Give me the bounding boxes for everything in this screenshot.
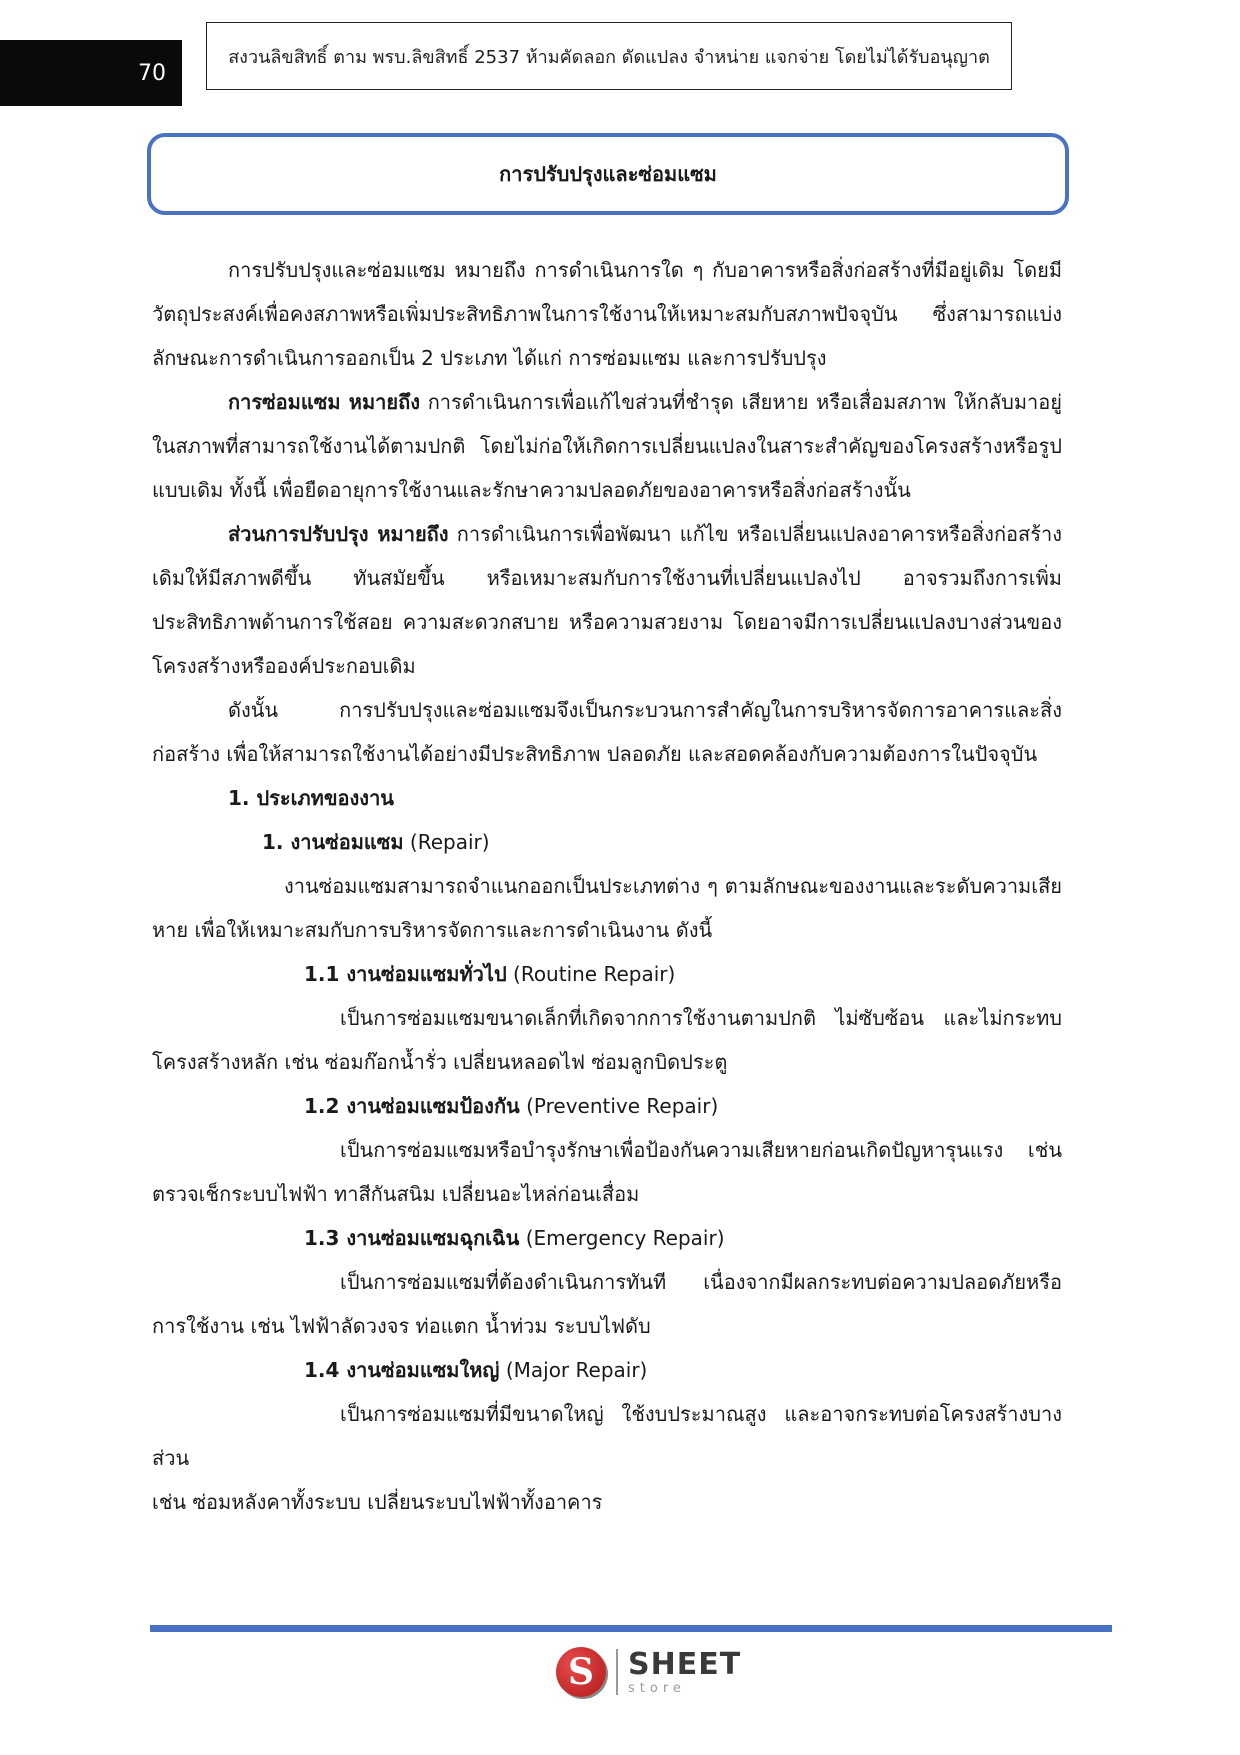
conclusion-paragraph: ดังนั้น การปรับปรุงและซ่อมแซมจึงเป็นกระบวนการสำคัญในการบริหารจัดการอาคารและสิ่งก่อสร้าง เพื่อให้สามารถใช้งานได้อย่างมีประสิทธิภาพ ปลอดภัย และสอดคล้องกับความต้องการในปัจจุบัน	[152, 698, 1062, 766]
item-heading-thai: 1.4 งานซ่อมแซมใหญ่	[304, 1358, 500, 1382]
item-heading	[152, 1084, 1062, 1128]
subsection-heading-english: (Repair)	[403, 830, 490, 854]
improvement-definition	[152, 512, 1062, 688]
intro-paragraph: การปรับปรุงและซ่อมแซม หมายถึง การดำเนินการใด ๆ กับอาคารหรือสิ่งก่อสร้างที่มีอยู่เดิม โดยมีวัตถุประสงค์เพื่อคงสภาพหรือเพิ่มประสิทธิภาพในการใช้งานให้เหมาะสมกับสภาพปัจจุบัน ซึ่งสามารถแบ่งลักษณะการดำเนินการออกเป็น 2 ประเภท ได้แก่ การซ่อมแซม และการปรับปรุง	[152, 258, 1062, 370]
section-heading: 1. ประเภทของงาน	[228, 786, 394, 810]
item-heading-english: (Major Repair)	[499, 1358, 648, 1382]
item-heading-thai: 1.2 งานซ่อมแซมป้องกัน	[304, 1094, 520, 1118]
improvement-term: ส่วนการปรับปรุง หมายถึง	[228, 522, 449, 546]
repair-definition	[152, 380, 1062, 512]
document-body	[152, 248, 1062, 1524]
item-heading-english: (Preventive Repair)	[519, 1094, 719, 1118]
item-heading	[152, 952, 1062, 996]
item-description-continued: เช่น ซ่อมหลังคาทั้งระบบ เปลี่ยนระบบไฟฟ้าทั้งอาคาร	[152, 1490, 603, 1514]
copyright-notice: สงวนลิขสิทธิ์ ตาม พรบ.ลิขสิทธิ์ 2537 ห้ามคัดลอก ดัดแปลง จำหน่าย แจกจ่าย โดยไม่ได้รับอนุญาต	[206, 22, 1012, 90]
footer-divider	[150, 1625, 1112, 1632]
item-heading	[152, 1348, 1062, 1392]
logo-s-icon: S	[556, 1647, 606, 1697]
item-heading-thai: 1.1 งานซ่อมแซมทั่วไป	[304, 962, 507, 986]
item-heading-english: (Routine Repair)	[506, 962, 676, 986]
subsection-description: งานซ่อมแซมสามารถจำแนกออกเป็นประเภทต่าง ๆ ตามลักษณะของงานและระดับความเสียหาย เพื่อให้เหมาะสมกับการบริหารจัดการและการดำเนินงาน ดังนี้	[152, 874, 1062, 942]
repair-definition-text: การดำเนินการเพื่อแก้ไขส่วนที่ชำรุด เสียหาย หรือเสื่อมสภาพ ให้กลับมาอยู่ในสภาพที่สามารถใช้งานได้ตามปกติ โดยไม่ก่อให้เกิดการเปลี่ยนแปลงในสาระสำคัญของโครงสร้างหรือรูปแบบเดิม ทั้งนี้ เพื่อยืดอายุการใช้งานและรักษาความปลอดภัยของอาคารหรือสิ่งก่อสร้างนั้น	[152, 390, 1062, 502]
item-description: เป็นการซ่อมแซมหรือบำรุงรักษาเพื่อป้องกันความเสียหายก่อนเกิดปัญหารุนแรง เช่น ตรวจเช็กระบบไฟฟ้า ทาสีกันสนิม เปลี่ยนอะไหล่ก่อนเสื่อม	[152, 1138, 1062, 1206]
subsection-heading	[152, 820, 1062, 864]
item-heading	[152, 1216, 1062, 1260]
item-description: เป็นการซ่อมแซมที่มีขนาดใหญ่ ใช้งบประมาณสูง และอาจกระทบต่อโครงสร้างบางส่วน	[152, 1402, 1062, 1470]
page-title: การปรับปรุงและซ่อมแซม	[147, 133, 1069, 215]
item-heading-thai: 1.3 งานซ่อมแซมฉุกเฉิน	[304, 1226, 520, 1250]
logo-separator	[616, 1649, 618, 1695]
improvement-definition-text: การดำเนินการเพื่อพัฒนา แก้ไข หรือเปลี่ยนแปลงอาคารหรือสิ่งก่อสร้างเดิมให้มีสภาพดีขึ้น ทันสมัยขึ้น หรือเหมาะสมกับการใช้งานที่เปลี่ยนแปลงไป อาจรวมถึงการเพิ่มประสิทธิภาพด้านการใช้สอย ความสะดวกสบาย หรือความสวยงาม โดยอาจมีการเปลี่ยนแปลงบางส่วนของโครงสร้างหรือองค์ประกอบเดิม	[152, 522, 1063, 678]
page-number: 70	[0, 40, 182, 106]
item-heading-english: (Emergency Repair)	[519, 1226, 725, 1250]
logo-word: SHEET	[628, 1646, 742, 1682]
logo-subtitle: store	[628, 1680, 686, 1696]
logo-text	[628, 1646, 742, 1696]
repair-term: การซ่อมแซม หมายถึง	[228, 390, 420, 414]
item-description: เป็นการซ่อมแซมขนาดเล็กที่เกิดจากการใช้งานตามปกติ ไม่ซับซ้อน และไม่กระทบโครงสร้างหลัก เช่น ซ่อมก๊อกน้ำรั่ว เปลี่ยนหลอดไฟ ซ่อมลูกบิดประตู	[152, 1006, 1062, 1074]
sheet-store-logo	[556, 1643, 741, 1701]
subsection-heading-thai: 1. งานซ่อมแซม	[262, 830, 404, 854]
item-description: เป็นการซ่อมแซมที่ต้องดำเนินการทันที เนื่องจากมีผลกระทบต่อความปลอดภัยหรือการใช้งาน เช่น ไฟฟ้าลัดวงจร ท่อแตก น้ำท่วม ระบบไฟดับ	[152, 1270, 1062, 1338]
